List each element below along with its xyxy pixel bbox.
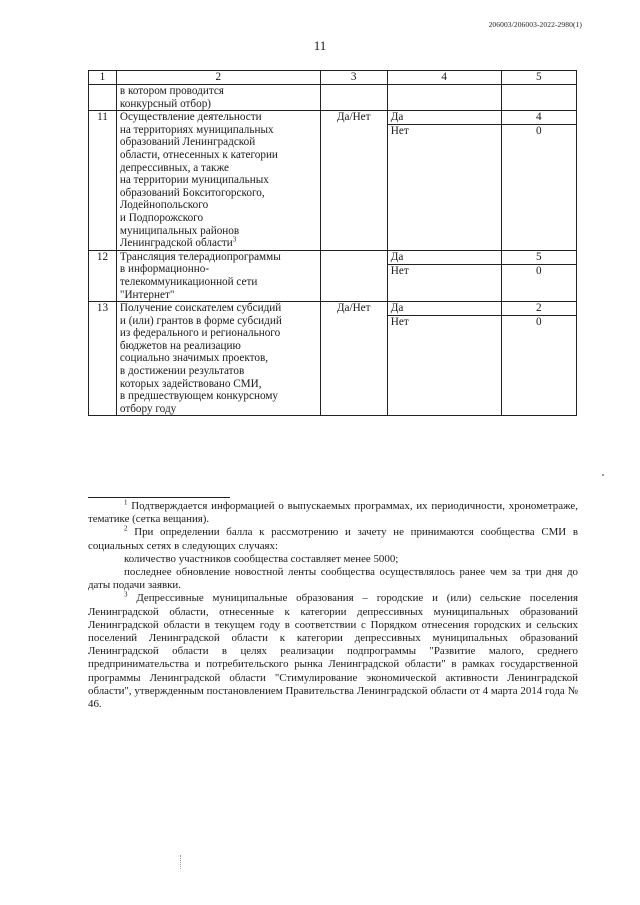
answer-scores: 4 0 bbox=[501, 111, 577, 251]
footnotes bbox=[88, 497, 578, 711]
table-row bbox=[89, 111, 577, 251]
col-header-5: 5 bbox=[501, 71, 577, 85]
answer-scores: 5 0 bbox=[501, 250, 577, 301]
footnote-3: $^3$ Депрессивные муниципальные образования – городские и (или) сельские поселения Ленинградской области, отнесенные к категории депрессивных муниципальных образований Ленинградской области в текущем году в соответствии с Порядком отнесения городских и сельских поселений Ленинградской области к категории депрессивных муниципальных образований Ленинградской области в целях реализации подпрограммы "Развитие малого, среднего предпринимательства и потребительского рынка Ленинградской области" в рамках государственной программы Ленинградской области "Стимулирование экономической активности Ленинградской области", утвержденным постановлением Правительства Ленинградской области от 4 марта 2014 года № 46. bbox=[88, 590, 578, 711]
answer-options: Да Нет bbox=[387, 250, 501, 301]
col-header-4: 4 bbox=[387, 71, 501, 85]
col-header-2: 2 bbox=[116, 71, 320, 85]
criteria-table bbox=[88, 70, 577, 416]
footnote-divider bbox=[88, 497, 230, 498]
answer-options: Да Нет bbox=[387, 302, 501, 416]
row-number: 11 bbox=[89, 111, 117, 251]
col-header-1: 1 bbox=[89, 71, 117, 85]
table-row-continuation bbox=[89, 85, 577, 111]
answer-scores: 2 0 bbox=[501, 302, 577, 416]
footnote-mark: 3 bbox=[232, 235, 237, 244]
footnote-1: $^1$ Подтверждается информацией о выпускаемых программах, их периодичности, хронометраже, тематике (сетка вещания). bbox=[88, 498, 578, 526]
table-row bbox=[89, 302, 577, 416]
criterion-text: Осуществление деятельности на территориях муниципальных образований Ленинградской области, отнесенных к категории депрессивных, а также на территории муниципальных образований Бокситогорского, Лодейнопольского и Подпорожского муниципальных районов Ленинградской области$^3$ bbox=[116, 111, 320, 251]
scan-mark bbox=[180, 855, 181, 869]
criterion-text: Трансляция телерадиопрограммы в информационно- телекоммуникационной сети "Интернет" bbox=[116, 250, 320, 301]
criterion-text: в котором проводится конкурсный отбор) bbox=[116, 85, 320, 111]
row-number: 12 bbox=[89, 250, 117, 301]
table-row bbox=[89, 250, 577, 301]
criterion-text: Получение соискателем субсидий и (или) грантов в форме субсидий из федерального и регионального бюджетов на реализацию социально значимых проектов, в достижении результатов которых задействовано СМИ, в предшествующем конкурсному отбору году bbox=[116, 302, 320, 416]
answer-type bbox=[320, 250, 387, 301]
answer-type: Да/Нет bbox=[320, 302, 387, 416]
answer-options: Да Нет bbox=[387, 111, 501, 251]
page-number: 11 bbox=[313, 38, 327, 53]
document-id: 206003/206003-2022-2980(1) bbox=[488, 20, 582, 29]
footnote-2: $^2$ При определении балла к рассмотрению и зачету не принимаются сообщества СМИ в социальных сетях в следующих случаях: количество участников сообщества составляет менее 5000; последнее обновление новостной ленты сообщества осуществлялось ранее чем за три дня до даты подачи заявки. bbox=[88, 524, 578, 592]
answer-type: Да/Нет bbox=[320, 111, 387, 251]
table-header-row bbox=[89, 71, 577, 85]
col-header-3: 3 bbox=[320, 71, 387, 85]
scan-speck bbox=[602, 474, 604, 476]
row-number: 13 bbox=[89, 302, 117, 416]
